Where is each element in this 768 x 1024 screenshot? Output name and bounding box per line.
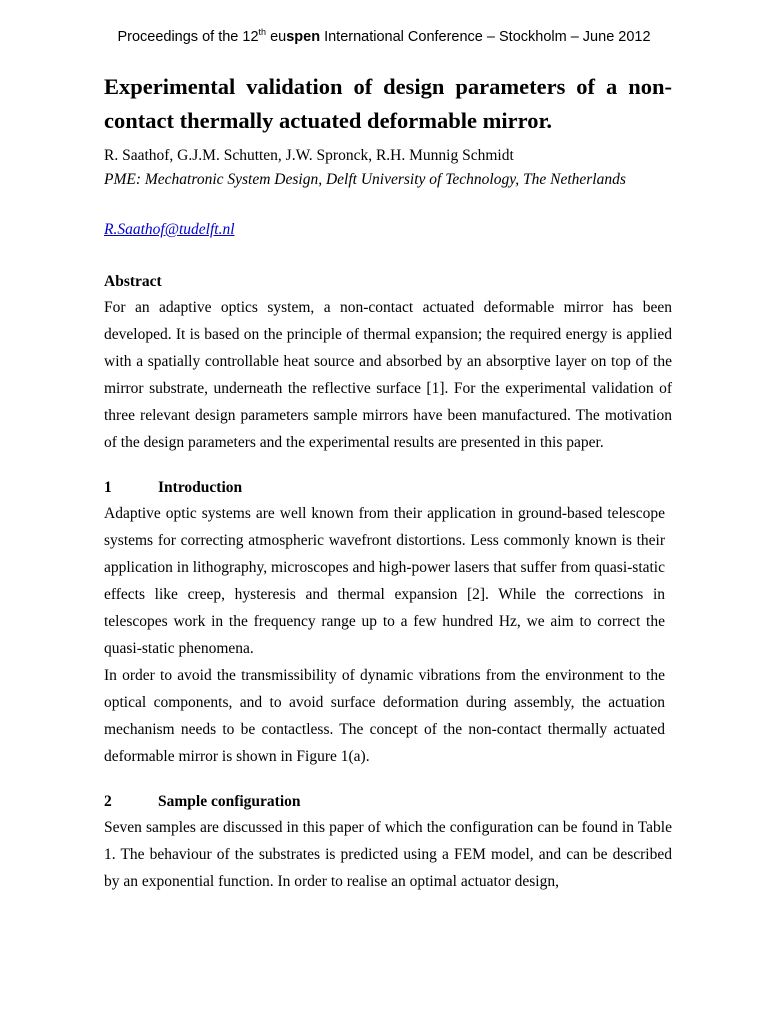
- header-spen: spen: [286, 29, 321, 45]
- abstract-heading: Abstract: [104, 273, 162, 290]
- section-1-number: 1: [104, 479, 112, 496]
- paper-body: [104, 70, 672, 895]
- author-email-link[interactable]: R.Saathof@tudelft.nl: [104, 221, 235, 238]
- header-eu: eu: [270, 29, 287, 45]
- section-2-number: 2: [104, 793, 112, 810]
- abstract-text: For an adaptive optics system, a non-contact actuated deformable mirror has been developed. It is based on the principle of thermal expansion; the required energy is applied with a spatially controllable heat source and absorbed by an absorptive layer on top of the mirror substrate, underneath the reflective surface [1]. For the experimental validation of three relevant design parameters sample mirrors have been manufactured. The motivation of the design parameters and the experimental results are presented in this paper.: [104, 299, 672, 451]
- paper-affiliation: PME: Mechatronic System Design, Delft University of Technology, The Netherlands: [104, 171, 626, 188]
- header-prefix: Proceedings of the 12: [117, 29, 259, 45]
- running-header: [0, 27, 768, 47]
- section-1-heading: [104, 476, 672, 500]
- paper-title: Experimental validation of design parameters of a non-contact thermally actuated deformable mirror.: [104, 74, 672, 133]
- section-2-title: Sample configuration: [158, 793, 301, 810]
- section-1-paragraph-1: Adaptive optic systems are well known from their application in ground-based telescope systems for correcting atmospheric wavefront distortions. Less commonly known is their application in lithography, microscopes and high-power lasers that suffer from quasi-static effects like creep, hysteresis and thermal expansion [2]. While the corrections in telescopes work in the frequency range up to a few hundred Hz, we aim to correct the quasi-static phenomena.: [104, 505, 665, 657]
- section-2-heading: [104, 790, 672, 814]
- section-1-title: Introduction: [158, 479, 243, 496]
- section-2-paragraph-1: Seven samples are discussed in this paper of which the configuration can be found in Table 1. The behaviour of the substrates is predicted using a FEM model, and can be described by an exponential function. In order to realise an optimal actuator design,: [104, 819, 672, 890]
- header-ordinal: th: [258, 27, 267, 38]
- header-suffix: International Conference – Stockholm – June 2012: [320, 29, 651, 45]
- section-1-paragraph-2: In order to avoid the transmissibility of dynamic vibrations from the environment to the optical components, and to avoid surface deformation during assembly, the actuation mechanism needs to be contactless. The concept of the non-contact thermally actuated deformable mirror is shown in Figure 1(a).: [104, 667, 665, 765]
- paper-authors: R. Saathof, G.J.M. Schutten, J.W. Spronck, R.H. Munnig Schmidt: [104, 147, 514, 164]
